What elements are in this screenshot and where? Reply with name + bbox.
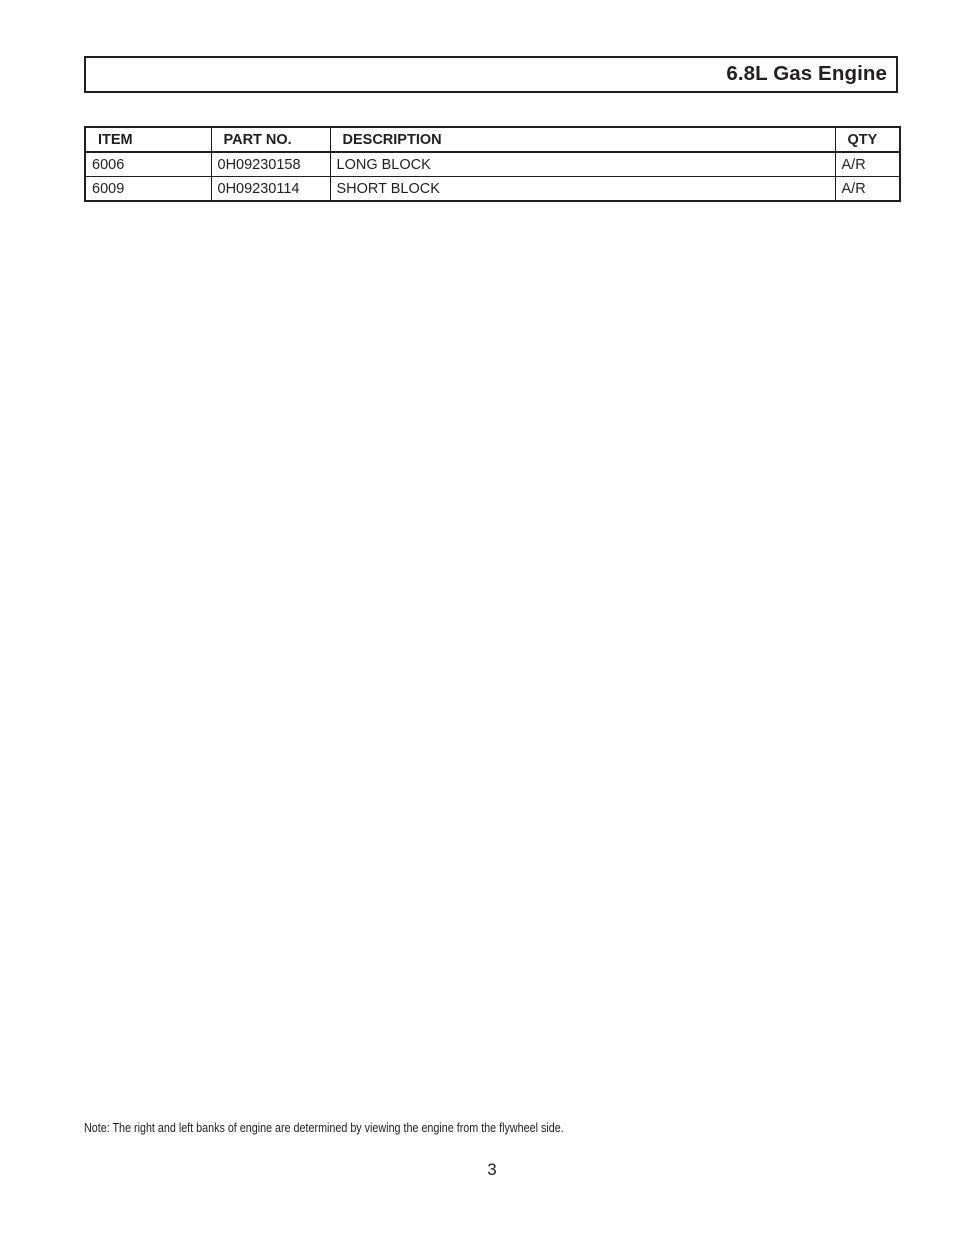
column-header-item: ITEM — [85, 127, 211, 152]
table-row — [85, 177, 900, 202]
cell-part-no: 0H09230158 — [211, 152, 330, 177]
cell-qty: A/R — [835, 177, 900, 202]
column-header-qty: QTY — [835, 127, 900, 152]
cell-part-no: 0H09230114 — [211, 177, 330, 202]
cell-qty: A/R — [835, 152, 900, 177]
cell-description: SHORT BLOCK — [330, 177, 835, 202]
cell-item: 6006 — [85, 152, 211, 177]
column-header-description: DESCRIPTION — [330, 127, 835, 152]
column-header-part-no: PART NO. — [211, 127, 330, 152]
parts-table — [84, 126, 901, 202]
cell-description: LONG BLOCK — [330, 152, 835, 177]
table-header-row — [85, 127, 900, 152]
page-number: 3 — [487, 1160, 497, 1179]
page-title: 6.8L Gas Engine — [726, 62, 887, 85]
cell-item: 6009 — [85, 177, 211, 202]
page-title-box — [84, 56, 898, 93]
footer-note: Note: The right and left banks of engine are determined by viewing the engine from the flywheel side. — [84, 1121, 564, 1135]
table-row — [85, 152, 900, 177]
